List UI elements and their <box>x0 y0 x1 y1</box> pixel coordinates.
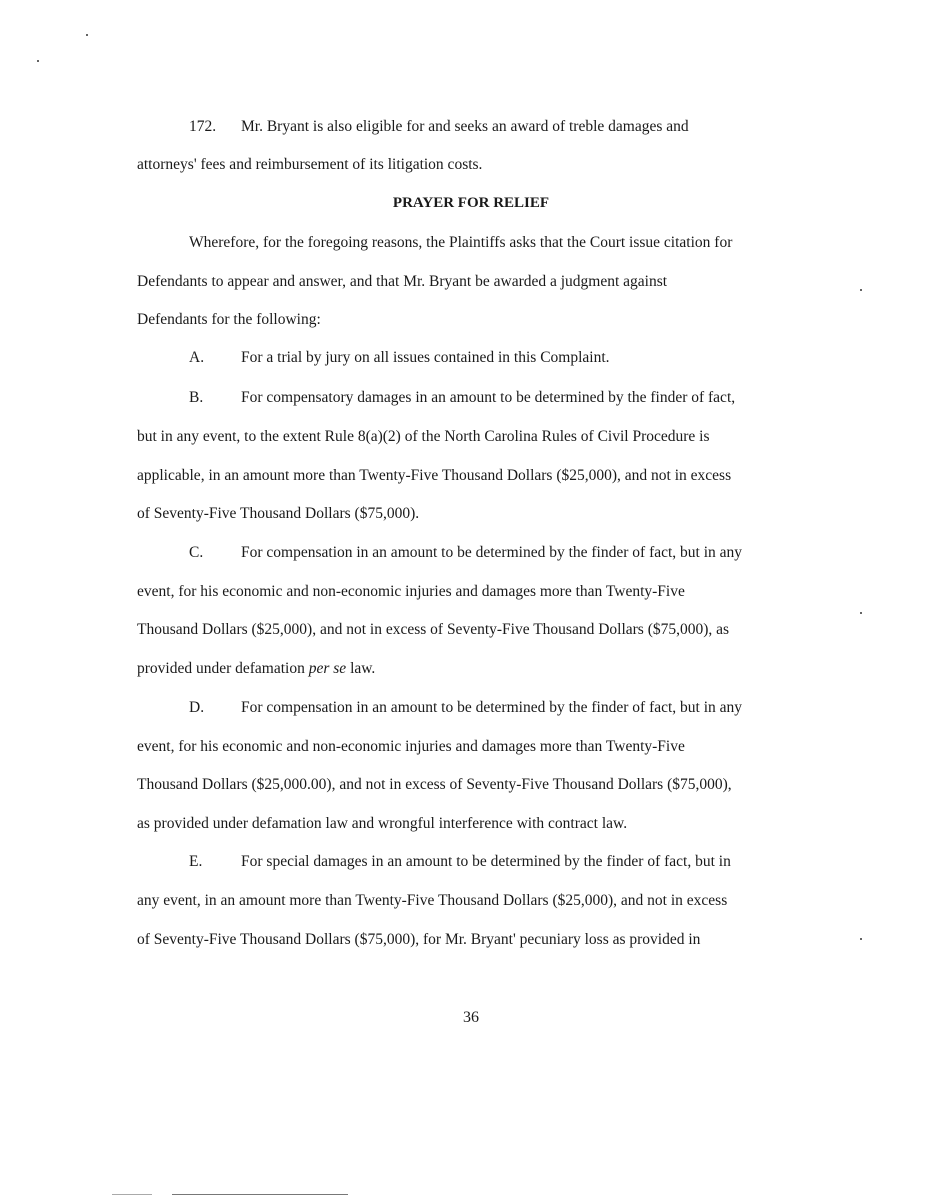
item-marker: A. <box>189 349 205 366</box>
item-text: law. <box>346 660 376 677</box>
item-b-line-4: of Seventy-Five Thousand Dollars ($75,000). <box>137 505 420 522</box>
item-text: For compensation in an amount to be determined by the finder of fact, but in any <box>241 544 743 561</box>
item-marker: D. <box>189 699 205 716</box>
scan-speck <box>860 938 862 940</box>
item-c-line-2: event, for his economic and non-economic injuries and damages more than Twenty-Five <box>137 583 685 600</box>
item-text: For special damages in an amount to be determined by the finder of fact, but in <box>241 853 731 870</box>
item-a-line-1 <box>189 348 610 368</box>
page-number: 36 <box>463 1009 479 1026</box>
item-d-line-4: as provided under defamation law and wrongful interference with contract law. <box>137 815 628 832</box>
intro-line-1: Wherefore, for the foregoing reasons, the Plaintiffs asks that the Court issue citation for <box>189 234 733 251</box>
scan-edge-line <box>172 1194 348 1195</box>
item-c-line-3: Thousand Dollars ($25,000), and not in excess of Seventy-Five Thousand Dollars ($75,000), as <box>137 621 730 638</box>
item-c-line-4 <box>137 659 375 679</box>
italic-term: per se <box>308 660 347 677</box>
item-d-line-1 <box>189 698 742 718</box>
scan-edge-line <box>112 1194 152 1195</box>
item-d-line-2: event, for his economic and non-economic injuries and damages more than Twenty-Five <box>137 738 685 755</box>
scan-speck <box>860 612 862 614</box>
intro-line-2: Defendants to appear and answer, and that Mr. Bryant be awarded a judgment against <box>137 273 668 290</box>
scan-speck <box>860 289 862 291</box>
paragraph-172-line-2: attorneys' fees and reimbursement of its litigation costs. <box>137 156 483 173</box>
paragraph-text: Mr. Bryant is also eligible for and seeks an award of treble damages and <box>241 118 689 135</box>
paragraph-172-line-1 <box>189 117 689 137</box>
item-marker: E. <box>189 853 203 870</box>
item-b-line-1 <box>189 388 735 408</box>
intro-line-3: Defendants for the following: <box>137 311 321 328</box>
section-heading: PRAYER FOR RELIEF <box>392 195 550 211</box>
item-marker: C. <box>189 544 204 561</box>
item-text: For a trial by jury on all issues contained in this Complaint. <box>241 349 610 366</box>
item-e-line-2: any event, in an amount more than Twenty-Five Thousand Dollars ($25,000), and not in excess <box>137 892 728 909</box>
item-text: For compensatory damages in an amount to be determined by the finder of fact, <box>241 389 736 406</box>
paragraph-number: 172. <box>189 118 217 135</box>
item-b-line-2: but in any event, to the extent Rule 8(a)(2) of the North Carolina Rules of Civil Procedure is <box>137 428 710 445</box>
item-e-line-3: of Seventy-Five Thousand Dollars ($75,000), for Mr. Bryant' pecuniary loss as provided in <box>137 931 701 948</box>
item-b-line-3: applicable, in an amount more than Twenty-Five Thousand Dollars ($25,000), and not in excess <box>137 467 732 484</box>
item-marker: B. <box>189 389 204 406</box>
item-text: provided under defamation <box>137 660 309 677</box>
item-d-line-3: Thousand Dollars ($25,000.00), and not in excess of Seventy-Five Thousand Dollars ($75,000), <box>137 776 732 793</box>
item-e-line-1 <box>189 852 731 872</box>
scan-speck <box>37 60 39 62</box>
item-text: For compensation in an amount to be determined by the finder of fact, but in any <box>241 699 743 716</box>
item-c-line-1 <box>189 543 742 563</box>
scan-speck <box>86 34 88 36</box>
